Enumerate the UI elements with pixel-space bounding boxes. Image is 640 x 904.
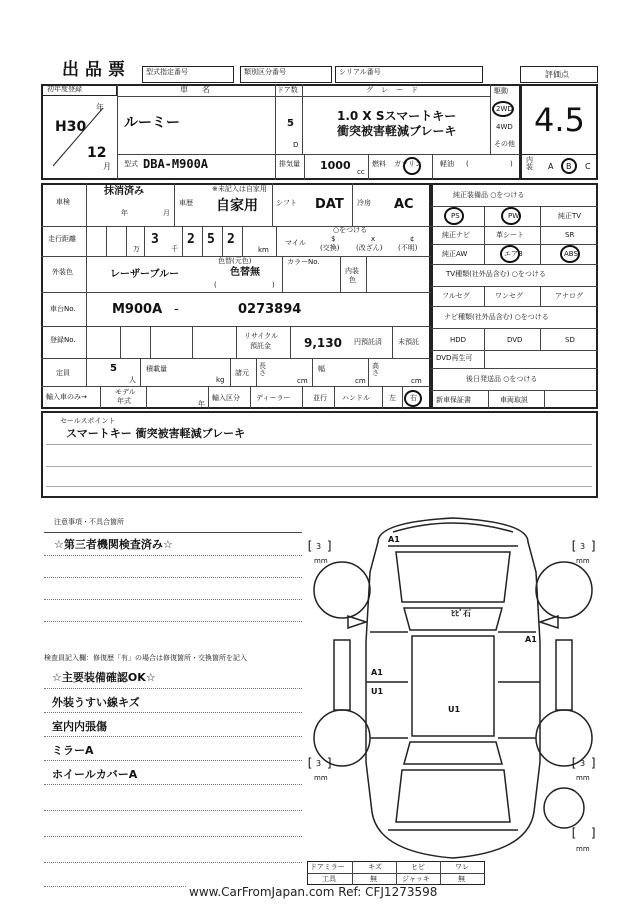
legend-scratch: キズ <box>368 863 382 871</box>
doors-sub: D <box>293 141 299 149</box>
category-label: 類別区分番号 <box>244 68 286 76</box>
sales-text: スマートキー 衝突被害軽減ブレーキ <box>66 427 246 440</box>
width-label: 幅 <box>318 365 325 373</box>
mark-u1-left: U1 <box>371 687 384 696</box>
tread-rr-bracket-close: ] <box>590 756 598 770</box>
chassis-no: 0273894 <box>238 302 302 317</box>
model-cert-box <box>142 66 234 83</box>
chassis-model: M900A <box>112 302 163 317</box>
handle-right: 右 <box>410 394 417 402</box>
notes-item-5: ホイールカバーA <box>52 768 138 781</box>
recycle-value: 9,130 <box>304 336 342 350</box>
drive-other: その他 <box>494 140 515 148</box>
notes-item-3: 室内内張傷 <box>52 720 107 733</box>
opt-warranty: 新車保証書 <box>436 396 471 404</box>
mile-opt3-b: (不明) <box>398 244 418 252</box>
tread-fl-value: 3 <box>316 542 322 551</box>
first-reg-year-unit: 年 <box>96 103 104 112</box>
tread-rl-bracket: [ <box>306 756 314 770</box>
opt-pw: PW <box>508 212 520 220</box>
opt-airbag-circle <box>500 245 520 263</box>
import-label: 輸入車のみ→ <box>46 393 87 401</box>
fuel-paren-open: ( <box>466 160 469 168</box>
height-cm: cm <box>411 377 422 385</box>
tread-fr-unit: mm <box>576 557 590 565</box>
tread-fr-bracket-close: ] <box>590 539 598 553</box>
sales-label: セールスポイント <box>60 417 116 425</box>
repaint-paren-open: ( <box>214 281 217 289</box>
tread-spare-bracket: [ <box>570 826 578 840</box>
mile-label: マイル <box>285 239 306 247</box>
recycle-unpaid: 未預託 <box>398 338 419 346</box>
score-value: 4.5 <box>534 101 585 139</box>
ac-value: AC <box>394 197 414 212</box>
tread-fl-bracket-close: ] <box>326 539 334 553</box>
fuel-diesel: 軽油 <box>440 160 454 168</box>
navi-hdd: HDD <box>450 336 467 344</box>
inspection-month: 月 <box>163 209 170 217</box>
capacity-value: 5 <box>110 363 117 374</box>
legend-jack-none: 無 <box>458 875 465 883</box>
first-reg-month: 12 <box>87 145 107 161</box>
width-cm: cm <box>355 377 366 385</box>
navi-sd: SD <box>565 336 575 344</box>
recycle-label-2: 預託金 <box>250 342 271 350</box>
drive-2wd-circle <box>492 101 514 117</box>
footer-watermark: www.CarFromJapan.com Ref: CFJ1273598 <box>186 886 440 898</box>
mileage-d2: 2 <box>187 232 195 247</box>
navi-type-title: ナビ種類(社外品含む) ○をつける <box>444 313 549 321</box>
chassis-dash: - <box>174 302 179 317</box>
tread-fl-unit: mm <box>314 557 328 565</box>
opt-abs: ABS <box>564 250 578 258</box>
load-unit: kg <box>216 376 225 384</box>
doors-label: ドア数 <box>277 86 298 94</box>
model-year-label-2: 年式 <box>117 397 131 405</box>
ac-label: 冷房 <box>357 199 371 207</box>
handle-left: 左 <box>389 394 396 402</box>
score-label: 評価点 <box>545 70 569 79</box>
tread-fl-bracket: [ <box>306 539 314 553</box>
legend-jack: ジャッキ <box>402 875 430 883</box>
load-label: 積載量 <box>146 365 167 373</box>
fuel-label: 燃料 <box>372 160 386 168</box>
tv-fullseg: フルセグ <box>442 292 470 300</box>
first-reg-label: 初年度登録 <box>47 85 82 93</box>
capacity-label: 定員 <box>56 369 70 377</box>
opt-aw: 純正AW <box>442 250 468 258</box>
mark-a1-mid: A1 <box>371 668 383 677</box>
tread-spare-unit: mm <box>576 845 590 853</box>
grade-line2: 衝突被害軽減ブレーキ <box>337 124 457 138</box>
interior-c: C <box>585 162 591 171</box>
dvd-player: DVD再生可 <box>436 354 473 362</box>
unit-sen: 千 <box>171 245 178 253</box>
opt-ps: PS <box>451 212 460 220</box>
mark-a1-right: A1 <box>525 635 537 644</box>
int-color-label-2: 色 <box>349 276 356 284</box>
navi-dvd: DVD <box>507 336 523 344</box>
recycle-unit: 円預託済 <box>354 338 382 346</box>
recycle-label-1: リサイクル <box>244 332 279 340</box>
legend-tool-none: 無 <box>370 875 377 883</box>
opt-tv: 純正TV <box>558 212 582 220</box>
tread-rr-unit: mm <box>576 774 590 782</box>
tread-rr-bracket: [ <box>570 756 578 770</box>
car-name: ルーミー <box>124 115 180 131</box>
displacement-value: 1000 <box>320 159 351 172</box>
first-reg-month-unit: 月 <box>103 162 111 171</box>
fuel-gasoline-circle <box>403 157 421 175</box>
opt-airbag: エアB <box>504 250 523 258</box>
handle-right-circle <box>404 390 422 407</box>
import-type-label: 輸入区分 <box>212 394 240 402</box>
handle-label: ハンドル <box>342 394 370 402</box>
grade-line1: 1.0 X Sスマートキー <box>337 109 457 123</box>
notes-line1: ☆第三者機関検査済み☆ <box>54 538 173 551</box>
opt-manual: 車両取説 <box>500 396 528 404</box>
doors-value: 5 <box>287 118 294 129</box>
dims-label: 諸元 <box>235 369 249 377</box>
mile-opt2-b: (改ざん) <box>356 244 383 252</box>
inspection-value: 抹消済み <box>104 186 144 197</box>
category-box <box>240 66 332 83</box>
mileage-choose: ○をつける <box>333 226 368 234</box>
legend-tool: 工具 <box>322 875 336 883</box>
model-year-label-1: モデル <box>115 388 136 396</box>
tread-rl-unit: mm <box>314 774 328 782</box>
tread-fr-value: 3 <box>580 542 586 551</box>
unit-km: km <box>258 246 269 254</box>
color-label: 外装色 <box>52 268 73 276</box>
length-label: 長さ <box>259 362 266 377</box>
shift-label: シフト <box>276 199 297 207</box>
notes-label: 注意事項・不具合箇所 <box>54 518 124 526</box>
legend-crack: ヒビ <box>411 863 425 871</box>
inspector-label: 検査員記入欄：修復歴「有」の場合は修復箇所・交換箇所を記入 <box>44 654 247 662</box>
opt-leather: 革シート <box>496 231 524 239</box>
tread-fr-bracket: [ <box>570 539 578 553</box>
repaint-value: 色替無 <box>230 267 260 278</box>
tread-rl-bracket-close: ] <box>326 756 334 770</box>
drive-2wd: 2WD <box>496 105 513 113</box>
serial-label: シリアル番号 <box>339 68 381 76</box>
chassis-label: 車台No. <box>50 305 76 313</box>
displacement-label: 排気量 <box>279 160 300 168</box>
later-title: 後日発送品 ○をつける <box>466 375 538 383</box>
repaint-label: 色替(元色) <box>218 257 252 265</box>
mileage-d1: 3 <box>151 232 159 247</box>
opt-abs-circle <box>560 245 580 263</box>
serial-box <box>335 66 483 83</box>
opt-ps-circle <box>444 207 464 225</box>
notes-item-4: ミラーA <box>52 744 94 757</box>
grade-label: グレード <box>366 86 426 94</box>
model-value: DBA-M900A <box>143 157 209 171</box>
opt-sr: SR <box>565 231 575 239</box>
tv-analog: アナログ <box>555 292 583 300</box>
interior-b: B <box>566 162 572 171</box>
score-header-box <box>520 66 598 83</box>
legend-break: ワレ <box>455 863 469 871</box>
drive-4wd: 4WD <box>496 123 513 131</box>
height-label: 高さ <box>372 362 379 377</box>
fuel-gasoline: ガソリン <box>394 160 422 168</box>
color-no-label: カラーNo. <box>287 258 320 266</box>
notes-item-1: ☆主要装備確認OK☆ <box>52 671 156 684</box>
tv-type-title: TV種類(社外品含む) ○をつける <box>446 270 546 278</box>
mileage-label: 走行距離 <box>48 235 76 243</box>
history-value: 自家用 <box>216 198 258 214</box>
mark-hibiishi: ﾋﾋﾞ石 <box>451 609 471 618</box>
tread-rl-value: 3 <box>316 759 322 768</box>
mileage-d3: 5 <box>207 232 215 247</box>
notes-item-2: 外装うすい線キズ <box>52 696 140 709</box>
mark-u1-center: U1 <box>448 705 461 714</box>
int-color-label-1: 内装 <box>345 267 359 275</box>
unit-man: 万 <box>133 245 140 253</box>
interior-a: A <box>548 162 554 171</box>
mile-opt1-b: (交換) <box>320 244 340 252</box>
tread-spare-bracket-close: ] <box>590 826 598 840</box>
first-reg-year: H30 <box>55 119 87 135</box>
inspection-year: 年 <box>121 209 128 217</box>
history-label: 車歴 <box>179 199 193 207</box>
interior-label: 内装 <box>526 156 533 171</box>
mile-opt3-a: ¢ <box>410 235 415 243</box>
color-value: レーザーブルー <box>110 269 180 280</box>
opt-pw-circle <box>501 207 521 225</box>
model-cert-label: 型式指定番号 <box>146 68 188 76</box>
length-cm: cm <box>297 377 308 385</box>
mile-opt2-a: x <box>371 235 376 243</box>
tread-rr-value: 3 <box>580 759 586 768</box>
registration-label: 登録No. <box>50 336 76 344</box>
mile-opt1-a: $ <box>331 235 336 243</box>
drive-label: 駆動 <box>494 87 508 95</box>
page-title: 出品票 <box>62 60 131 80</box>
interior-b-circle <box>561 158 577 174</box>
tv-oneseg: ワンセグ <box>495 292 523 300</box>
import-year-unit: 年 <box>198 400 205 408</box>
repaint-paren-close: ) <box>272 281 275 289</box>
parallel: 並行 <box>313 394 327 402</box>
history-note: ※未記入は自家用 <box>212 185 267 193</box>
fuel-paren-close: ) <box>510 160 513 168</box>
car-name-label: 車名 <box>180 85 224 94</box>
dealer: ディーラー <box>256 394 291 402</box>
car-diagram <box>308 512 598 872</box>
options-title: 純正装備品 ○をつける <box>453 191 525 199</box>
legend-mirror: ドアミラー <box>310 863 345 871</box>
mark-a1-top: A1 <box>388 535 400 544</box>
inspection-label: 車検 <box>56 198 70 206</box>
opt-navi: 純正ナビ <box>442 231 470 239</box>
sales-block <box>41 411 598 498</box>
model-label: 型式 <box>124 160 138 168</box>
capacity-unit: 人 <box>129 376 136 384</box>
shift-value: DAT <box>315 197 344 212</box>
mileage-d4: 2 <box>227 232 235 247</box>
displacement-unit: cc <box>357 168 365 176</box>
